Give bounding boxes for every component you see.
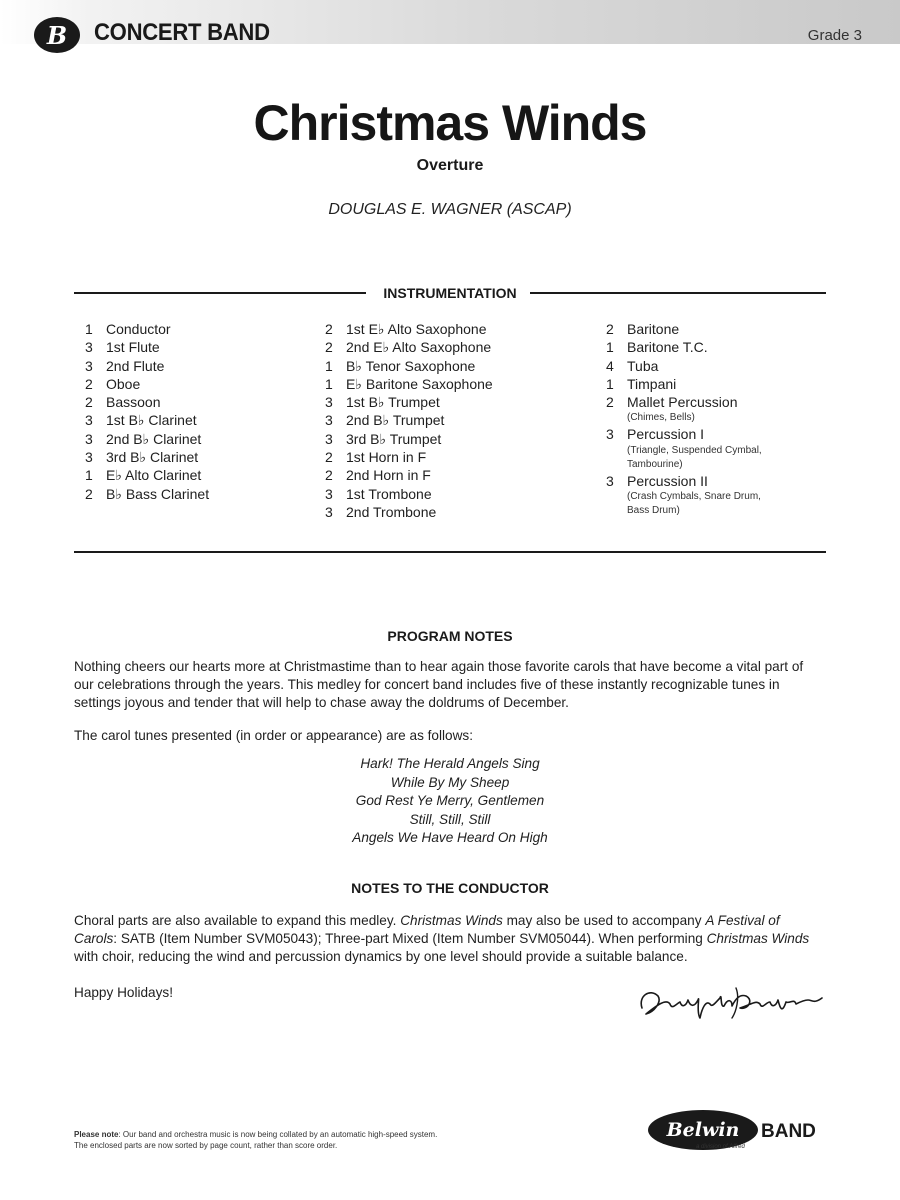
grade-label: Grade 3 <box>807 27 862 44</box>
instrument-count: 1 <box>85 321 93 337</box>
instrument-row <box>85 430 315 448</box>
instrument-name: 1st Horn in F <box>346 449 427 466</box>
instrument-name: 1st E♭ Alto Saxophone <box>346 321 487 337</box>
publisher-division: a division of Alfred <box>696 1144 745 1150</box>
instrument-name: Mallet Percussion <box>627 394 738 411</box>
instrument-count: 2 <box>325 449 333 466</box>
instrument-name: B♭ Tenor Saxophone <box>346 357 476 374</box>
instrument-count: 1 <box>606 375 614 392</box>
instrumentation-heading: INSTRUMENTATION <box>383 285 517 301</box>
instrument-row <box>325 375 585 393</box>
instrument-row <box>606 357 836 375</box>
piece-subtitle: Overture <box>416 157 484 174</box>
instrument-name: 2nd Horn in F <box>346 467 431 484</box>
program-notes-heading: PROGRAM NOTES <box>387 628 513 644</box>
instrument-count: 3 <box>85 449 93 466</box>
instrument-name: Tuba <box>627 357 659 374</box>
instrument-name: Timpani <box>627 375 677 392</box>
instrument-name: Oboe <box>106 375 141 392</box>
instrument-name: 1st B♭ Clarinet <box>106 412 197 429</box>
instrument-count: 3 <box>85 357 93 374</box>
instrument-count: 3 <box>325 412 333 429</box>
instrument-count: 2 <box>85 375 93 392</box>
carol-item: While By My Sheep <box>390 774 510 790</box>
instrument-row <box>325 411 585 429</box>
instrument-row <box>85 357 315 375</box>
instrument-count: 2 <box>325 467 333 484</box>
carol-item: Still, Still, Still <box>409 811 491 827</box>
instrument-row <box>325 503 585 521</box>
composer-signature <box>636 978 831 1028</box>
instrument-count: 1 <box>325 375 333 392</box>
instrument-name: E♭ Alto Clarinet <box>106 467 202 484</box>
instrument-count: 1 <box>85 467 93 484</box>
instrument-row <box>85 411 315 429</box>
instrument-row <box>606 393 836 411</box>
carol-item: Hark! The Herald Angels Sing <box>360 756 540 771</box>
instrument-name: 1st Trombone <box>346 485 432 502</box>
instrument-row <box>325 320 585 338</box>
instrument-name: Baritone <box>627 321 680 337</box>
instrument-row <box>85 338 315 356</box>
instrument-count: 2 <box>325 321 333 337</box>
instrument-note: (Crash Cymbals, Snare Drum, <box>627 491 761 503</box>
carol-item: God Rest Ye Merry, Gentlemen <box>355 793 545 808</box>
instrument-count: 3 <box>606 426 614 443</box>
instrument-count: 1 <box>325 357 333 374</box>
instrument-name: 2nd B♭ Trumpet <box>346 412 445 429</box>
footer-note: Please note: Our band and orchestra music is now being collated by an automatic high-speed system. The enclosed parts are now sorted by page count, rather than score order. <box>74 1130 438 1150</box>
instrument-row <box>85 375 315 393</box>
instrument-note: (Triangle, Suspended Cymbal, <box>627 444 762 456</box>
instrument-name: 2nd E♭ Alto Saxophone <box>346 339 492 356</box>
instrument-name: 2nd Flute <box>106 357 165 374</box>
instrument-row <box>325 466 585 484</box>
instrument-name: 1st Flute <box>106 339 160 356</box>
instrument-row <box>325 338 585 356</box>
instrument-row <box>325 393 585 411</box>
instrument-name: 1st B♭ Trumpet <box>346 394 440 411</box>
instrument-row <box>606 472 836 490</box>
instrument-count: 1 <box>606 339 614 356</box>
instrument-name: 3rd B♭ Trumpet <box>346 430 442 447</box>
divider-bottom <box>74 551 826 553</box>
instrument-row <box>606 425 836 443</box>
instrument-name: 3rd B♭ Clarinet <box>106 449 199 466</box>
carol-item: Angels We Have Heard On High <box>352 830 548 845</box>
carol-list <box>0 755 900 848</box>
instrument-count: 3 <box>325 485 333 502</box>
instrument-count: 3 <box>85 430 93 447</box>
conductor-notes-heading: NOTES TO THE CONDUCTOR <box>351 880 549 896</box>
instrument-count: 3 <box>325 430 333 447</box>
instrument-count: 3 <box>85 412 93 429</box>
instrumentation-column-2 <box>325 320 585 521</box>
instrument-name: Conductor <box>106 321 171 337</box>
instrument-name: B♭ Bass Clarinet <box>106 485 210 502</box>
instrument-name: Baritone T.C. <box>627 339 708 356</box>
series-name: CONCERT BAND <box>94 19 270 46</box>
instrument-row <box>606 320 836 338</box>
instrument-count: 2 <box>606 394 614 411</box>
instrumentation-column-3 <box>606 320 836 518</box>
instrument-row <box>85 485 315 503</box>
program-notes-paragraph: Nothing cheers our hearts more at Christmastime than to hear again those favorite carols that have become a vital part of our celebrations through the years. This medley for concert band includes five of these instantly recognizable tunes in settings joyous and tender that will help to chase away the doldrums of December. <box>74 659 804 710</box>
instrument-count: 3 <box>325 503 333 520</box>
instrument-count: 4 <box>606 357 614 374</box>
instrument-note: Tambourine) <box>627 458 683 470</box>
instrument-count: 2 <box>85 485 93 502</box>
instrument-note: (Chimes, Bells) <box>627 412 695 424</box>
publisher-logo: Belwin <box>648 1110 758 1150</box>
instrument-name: Bassoon <box>106 394 161 411</box>
publisher-band-label: BAND <box>761 1121 816 1142</box>
instrument-row <box>325 448 585 466</box>
instrument-count: 3 <box>85 339 93 356</box>
instrument-row <box>85 448 315 466</box>
instrument-count: 2 <box>85 394 93 411</box>
instrument-row <box>606 338 836 356</box>
instrument-row <box>85 320 315 338</box>
instrument-row <box>606 375 836 393</box>
composer-credit: DOUGLAS E. WAGNER (ASCAP) <box>328 201 572 218</box>
piece-title: Christmas Winds <box>253 95 647 151</box>
instrument-name: 2nd Trombone <box>346 503 437 520</box>
instrument-row <box>85 466 315 484</box>
instrument-name: 2nd B♭ Clarinet <box>106 430 202 447</box>
instrument-count: 3 <box>606 472 614 489</box>
instrument-row <box>325 357 585 375</box>
carol-intro: The carol tunes presented (in order or appearance) are as follows: <box>74 728 473 743</box>
instrument-name: Percussion I <box>627 426 705 443</box>
instrument-count: 3 <box>325 394 333 411</box>
instrument-row <box>325 430 585 448</box>
divider-right <box>530 292 826 294</box>
instrument-row <box>85 393 315 411</box>
series-logo: B <box>34 17 80 53</box>
conductor-notes-paragraph: Choral parts are also available to expand this medley. Christmas Winds may also be used to accompany A Festival of Carols: SATB (Item Number SVM05043); Three-part Mixed (Item Number SVM05044). When performing Christmas Winds with choir, reducing the wind and percussion dynamics by one level should provide a suitable balance. <box>74 913 810 964</box>
instrument-note: Bass Drum) <box>627 505 680 517</box>
closing-line: Happy Holidays! <box>74 985 173 1000</box>
instrument-row <box>325 485 585 503</box>
instrument-name: E♭ Baritone Saxophone <box>346 375 493 392</box>
instrument-count: 2 <box>325 339 333 356</box>
instrument-count: 2 <box>606 321 614 337</box>
instrumentation-column-1 <box>85 320 315 503</box>
instrument-name: Percussion II <box>627 472 708 489</box>
